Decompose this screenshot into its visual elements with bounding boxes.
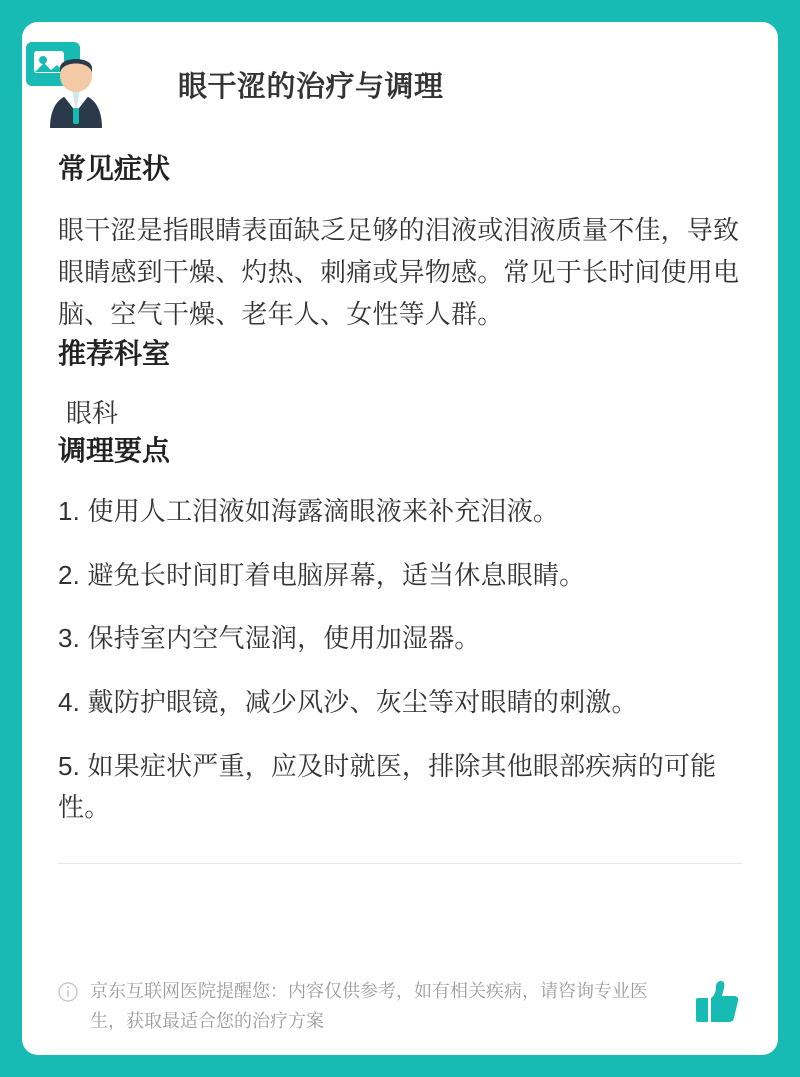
- list-item: 2. 避免长时间盯着电脑屏幕，适当休息眼睛。: [58, 559, 586, 590]
- section-heading-symptoms: 常见症状: [58, 152, 171, 184]
- list-item: 5. 如果症状严重，应及时就医，排除其他眼部疾病的可能性。: [58, 750, 717, 823]
- disclaimer-text: 京东互联网医院提醒您：内容仅供参考，如有相关疾病，请咨询专业医生，获取最适合您的治疗方案: [90, 980, 648, 1032]
- page-title: 眼干涩的治疗与调理: [178, 71, 444, 103]
- list-item: 1. 使用人工泪液如海露滴眼液来补充泪液。: [58, 496, 560, 527]
- section-heading-tips: 调理要点: [58, 434, 171, 466]
- doctor-avatar-icon: [20, 32, 116, 128]
- list-item: 4. 戴防护眼镜，减少风沙、灰尘等对眼睛的刺激。: [58, 687, 638, 718]
- footer-disclaimer-bar: [58, 976, 748, 1037]
- article-card: [22, 22, 778, 1055]
- section-heading-department: 推荐科室: [58, 337, 171, 369]
- section-text-department: 眼科: [66, 397, 119, 428]
- footer-divider: [58, 863, 742, 864]
- section-text-symptoms: 眼干涩是指眼睛表面缺乏足够的泪液或泪液质量不佳，导致眼睛感到干燥、灼热、刺痛或异物感。常见于长时间使用电脑、空气干燥、老年人、女性等人群。: [58, 215, 740, 330]
- article-body: [58, 151, 742, 864]
- list-item: 3. 保持室内空气湿润，使用加湿器。: [58, 623, 481, 654]
- info-circle-icon: [58, 982, 84, 1002]
- tips-list: [58, 491, 742, 829]
- thumbs-up-icon[interactable]: [692, 978, 748, 1026]
